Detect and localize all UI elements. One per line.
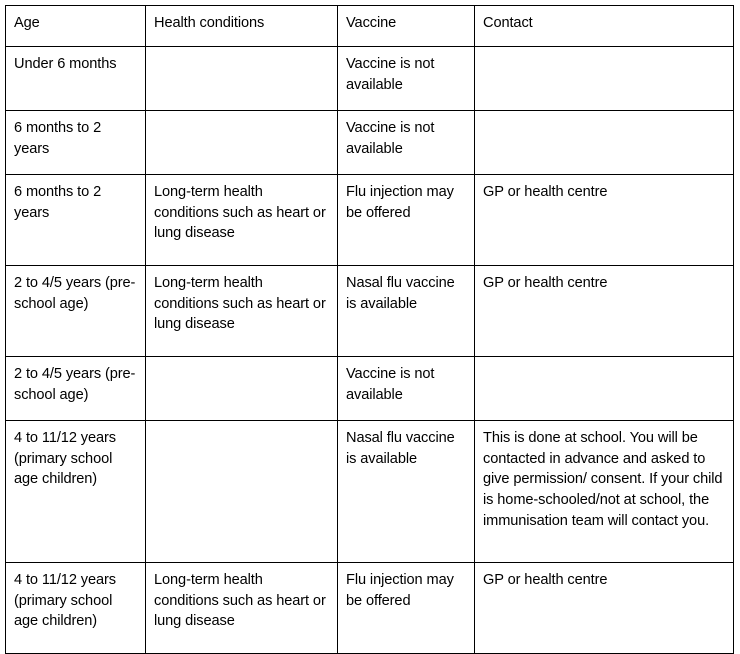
cell-age-text: 2 to 4/5 years (pre-school age) <box>14 275 136 312</box>
cell-vaccine-text: Nasal flu vaccine is available <box>346 430 455 467</box>
cell-health-text <box>154 118 330 119</box>
cell-age-text: 6 months to 2 years <box>14 184 102 221</box>
cell-contact-text: GP or health centre <box>483 572 608 588</box>
column-header-age-label: Age <box>14 15 40 31</box>
cell-health <box>146 47 338 111</box>
table-header-row <box>6 6 734 47</box>
cell-contact <box>475 421 734 563</box>
table-row <box>6 357 734 421</box>
table-row <box>6 421 734 563</box>
cell-contact-text: GP or health centre <box>483 184 608 200</box>
cell-health <box>146 266 338 357</box>
cell-contact <box>475 111 734 175</box>
cell-vaccine <box>338 47 475 111</box>
cell-contact <box>475 47 734 111</box>
cell-vaccine <box>338 421 475 563</box>
cell-health <box>146 421 338 563</box>
cell-contact-text: GP or health centre <box>483 275 608 291</box>
cell-age-text: 4 to 11/12 years (primary school age children) <box>14 430 116 488</box>
cell-vaccine-text: Vaccine is not available <box>346 366 435 403</box>
table-row <box>6 563 734 654</box>
cell-age <box>6 47 146 111</box>
cell-age <box>6 357 146 421</box>
flu-vaccination-eligibility-table <box>5 5 734 654</box>
cell-vaccine-text: Vaccine is not available <box>346 120 435 157</box>
cell-age <box>6 111 146 175</box>
cell-age <box>6 266 146 357</box>
cell-health <box>146 563 338 654</box>
cell-vaccine <box>338 175 475 266</box>
column-header-contact-label: Contact <box>483 15 533 31</box>
cell-age-text: Under 6 months <box>14 56 117 72</box>
column-header-vaccine <box>338 6 475 47</box>
column-header-age <box>6 6 146 47</box>
table-row <box>6 47 734 111</box>
cell-vaccine-text: Nasal flu vaccine is available <box>346 275 455 312</box>
cell-contact-text <box>483 364 726 365</box>
cell-health-text: Long-term health conditions such as heart or lung disease <box>154 184 326 242</box>
cell-health <box>146 175 338 266</box>
column-header-health-conditions <box>146 6 338 47</box>
column-header-health-conditions-label: Health conditions <box>154 15 265 31</box>
cell-health <box>146 357 338 421</box>
cell-health-text <box>154 428 330 429</box>
cell-age-text: 2 to 4/5 years (pre-school age) <box>14 366 136 403</box>
vaccine-table-container <box>5 5 733 654</box>
table-row <box>6 175 734 266</box>
cell-health-text <box>154 54 330 55</box>
cell-contact <box>475 266 734 357</box>
cell-health <box>146 111 338 175</box>
table-row <box>6 266 734 357</box>
cell-contact <box>475 357 734 421</box>
cell-vaccine <box>338 357 475 421</box>
cell-contact <box>475 563 734 654</box>
cell-contact-text <box>483 54 726 55</box>
cell-contact-text <box>483 118 726 119</box>
cell-age-text: 6 months to 2 years <box>14 120 102 157</box>
column-header-vaccine-label: Vaccine <box>346 15 397 31</box>
cell-vaccine-text: Flu injection may be offered <box>346 184 454 221</box>
cell-age <box>6 175 146 266</box>
table-row <box>6 111 734 175</box>
cell-vaccine-text: Flu injection may be offered <box>346 572 454 609</box>
cell-vaccine <box>338 266 475 357</box>
cell-health-text: Long-term health conditions such as heart or lung disease <box>154 275 326 333</box>
cell-age <box>6 421 146 563</box>
cell-contact <box>475 175 734 266</box>
column-header-contact <box>475 6 734 47</box>
cell-vaccine <box>338 563 475 654</box>
cell-health-text: Long-term health conditions such as heart or lung disease <box>154 572 326 630</box>
cell-age-text: 4 to 11/12 years (primary school age children) <box>14 572 116 630</box>
cell-health-text <box>154 364 330 365</box>
cell-age <box>6 563 146 654</box>
cell-vaccine-text: Vaccine is not available <box>346 56 435 93</box>
cell-contact-text: This is done at school. You will be contacted in advance and asked to give permission/ consent. If your child is home-schooled/not at school, the immunisation team will contact you. <box>483 430 723 529</box>
cell-vaccine <box>338 111 475 175</box>
